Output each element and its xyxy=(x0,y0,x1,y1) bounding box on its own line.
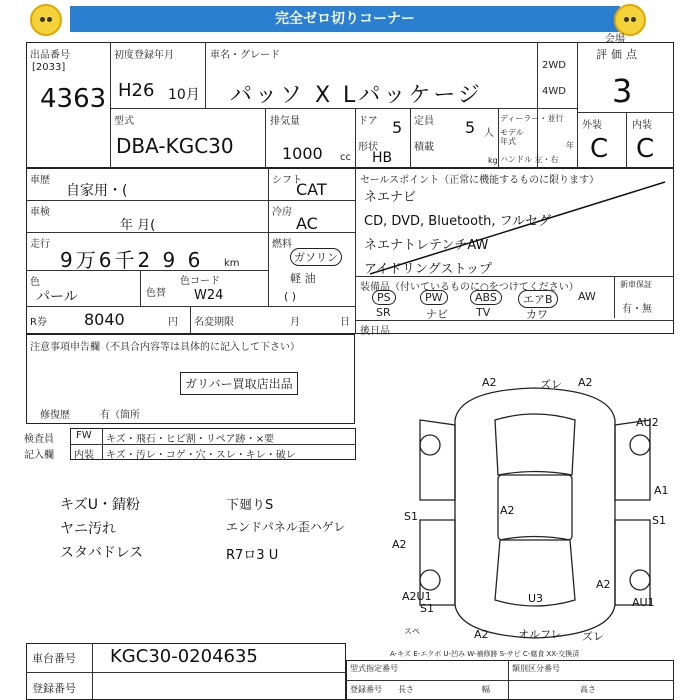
damage-mark: AU2 xyxy=(636,416,659,429)
rear-label: 後日品 xyxy=(360,326,390,337)
new-car-value: 有・無 xyxy=(622,304,652,315)
damage-mark: A1 xyxy=(654,484,669,497)
regdeadline-day: 日 xyxy=(340,317,350,328)
regdeadline-label: 名変期限 xyxy=(194,317,234,328)
int-items: キズ・汚レ・コゲ・穴・スレ・キレ・破レ xyxy=(106,450,296,461)
damage-mark: ズレ xyxy=(582,630,604,643)
equip-grid xyxy=(366,290,616,320)
damage-mark: U3 xyxy=(528,592,544,605)
sales-item: ネエナトレテンチAW xyxy=(364,238,489,253)
stamp: ガリバー買取店出品 xyxy=(180,372,298,395)
damage-mark: A2 xyxy=(474,628,489,641)
damage-mark: A2 xyxy=(500,504,515,517)
equip-item: ABS xyxy=(470,290,502,305)
shift-value: CAT xyxy=(296,180,327,199)
ac-label: 冷房 xyxy=(272,207,292,218)
sales-item: アイドリングストップ xyxy=(364,262,493,277)
color-no-label: 色替 xyxy=(146,288,166,299)
drive-2wd: 2WD xyxy=(542,60,566,71)
car-diagram xyxy=(400,380,670,645)
recycle-value: 8040 xyxy=(84,310,125,329)
fw-label: FW xyxy=(76,430,92,441)
fuel-label: 燃料 xyxy=(272,239,292,250)
strike-line-icon xyxy=(360,180,670,276)
reg-year: H26 xyxy=(118,80,155,101)
damage-mark: S1 xyxy=(652,514,666,527)
length-label: 長さ xyxy=(398,685,414,694)
cap-value: 5 xyxy=(465,118,476,137)
color-code-label: 色コード xyxy=(180,276,220,287)
shape-label: 形状 xyxy=(358,142,378,153)
damage-mark: S1 xyxy=(420,602,434,615)
repair-label: 修復歴 xyxy=(40,410,70,421)
equip-item: PW xyxy=(420,290,448,305)
handle-label: ハンドル 左・右 xyxy=(500,155,559,164)
damage-mark: A2 xyxy=(596,578,611,591)
int-tag: 内装 xyxy=(74,450,94,461)
venue-label: 会場 xyxy=(605,34,625,45)
model-year-label: モデル年式 xyxy=(500,128,524,146)
damage-mark: A2 xyxy=(482,376,497,389)
regno-label: 登録番号 xyxy=(350,685,382,694)
type-cert-label: 型式指定番号 xyxy=(350,664,398,673)
note-right: 下廻りS xyxy=(226,498,274,513)
equip-item: ナビ xyxy=(426,308,448,321)
ext-value: C xyxy=(590,134,609,164)
name-value: パッソ X Lパッケージ xyxy=(230,83,483,108)
mileage-value: 9万6千2 9 6 xyxy=(60,248,204,272)
diagram-legend: A-キズ E-エクボ U-凹み W-補修跡 S-サビ C-腐食 XX-交換済 xyxy=(390,650,580,658)
fuel-gas: ガソリン xyxy=(290,248,342,266)
equip-label: 装備品（付いているものに○をつけてください） xyxy=(360,282,579,293)
disp-unit: cc xyxy=(340,152,351,163)
model-value: DBA-KGC30 xyxy=(116,134,234,158)
width-label: 幅 xyxy=(482,685,490,694)
sales-item: CD, DVD, Bluetooth, フルセグ xyxy=(364,214,552,229)
class-label: 類別区分番号 xyxy=(512,664,560,673)
disp-value: 1000 xyxy=(282,144,323,163)
cap-unit: 人 xyxy=(484,128,494,139)
kg-label: kg xyxy=(488,156,498,165)
int-value: C xyxy=(636,134,655,164)
chassis-label: 車台番号 xyxy=(32,652,76,665)
recycle-label: R券 xyxy=(30,317,47,328)
door-label: ドア xyxy=(358,116,378,127)
damage-mark: オルフレ xyxy=(518,628,562,641)
caution-label: 注意事項申告欄（不具合内容等は具体的に記入して下さい） xyxy=(30,342,300,353)
damage-mark: A2 xyxy=(578,376,593,389)
note-right: R7ロ3 U xyxy=(226,548,279,563)
new-car-label: 新車保証 xyxy=(620,280,652,289)
reg-month: 10月 xyxy=(168,87,200,103)
inspect-label: 車検 xyxy=(30,207,50,218)
equip-item: AW xyxy=(578,290,596,303)
usage-value: 自家用・( xyxy=(66,183,128,199)
note-left: スタバドレス xyxy=(60,545,144,561)
checker-label: 検査員 xyxy=(24,434,54,445)
door-value: 5 xyxy=(392,118,403,137)
color-label: 色 xyxy=(30,277,40,288)
sales-label: セールスポイント（正常に機能するものに限ります） xyxy=(360,175,600,186)
dealer-label: ディーラー・並行 xyxy=(500,114,564,123)
note-left: ヤニ汚れ xyxy=(60,521,116,537)
repair-value: 有（箇所 xyxy=(100,410,140,421)
height-label: 高さ xyxy=(580,685,596,694)
inspect-value: 年 月( xyxy=(120,218,156,233)
recycle-unit: 円 xyxy=(168,317,178,328)
fw-items: キズ・飛石・ヒビ割・リペア跡・×要 xyxy=(106,434,274,445)
damage-mark: AU1 xyxy=(632,596,655,609)
year-label: 年 xyxy=(566,141,574,150)
lot-number: 4363 xyxy=(40,84,107,114)
drive-4wd: 4WD xyxy=(542,86,566,97)
equip-item: エアB xyxy=(518,290,558,308)
score-value: 3 xyxy=(612,72,633,110)
reg-label: 初度登録年月 xyxy=(114,50,174,61)
color-value: パール xyxy=(36,289,78,305)
sales-item: ネエナビ xyxy=(364,190,417,205)
equip-item: カワ xyxy=(526,308,548,321)
cap-label: 定員 xyxy=(414,116,434,127)
disp-label: 排気量 xyxy=(270,116,300,127)
regdeadline-month: 月 xyxy=(290,317,300,328)
equip-item: SR xyxy=(376,306,391,319)
color-code-value: W24 xyxy=(194,288,224,303)
equip-item: TV xyxy=(476,306,491,319)
damage-mark: A2 xyxy=(392,538,407,551)
int-label: 内装 xyxy=(632,120,652,131)
header-bar xyxy=(0,0,700,45)
damage-mark: S1 xyxy=(404,510,418,523)
damage-mark: A2U1 xyxy=(402,590,432,603)
plate-label: 登録番号 xyxy=(32,682,76,695)
note-right: エンドパネル歪ハゲレ xyxy=(226,520,346,534)
writer-label: 記入欄 xyxy=(24,450,54,461)
chassis-value: KGC30-0204635 xyxy=(110,646,258,667)
usage-label: 車歴 xyxy=(30,175,50,186)
model-label: 型式 xyxy=(114,116,134,127)
damage-mark: スペ xyxy=(404,627,420,636)
shape-value: HB xyxy=(372,150,393,166)
fuel-diesel: 軽 油 xyxy=(290,272,316,285)
mileage-label: 走行 xyxy=(30,239,50,250)
load-label: 積載 xyxy=(414,142,434,153)
mascot-icon xyxy=(30,4,62,36)
ext-label: 外装 xyxy=(582,120,602,131)
km-label: km xyxy=(224,258,240,269)
equip-item: PS xyxy=(372,290,396,305)
shift-label: シフト xyxy=(272,175,302,186)
note-left: キズU・錆粉 xyxy=(60,497,140,513)
damage-mark: ズレ xyxy=(540,378,562,391)
name-label: 車名・グレード xyxy=(210,50,280,61)
lot-sub: [2033] xyxy=(32,62,66,73)
score-label: 評価点 xyxy=(596,48,641,61)
ac-value: AC xyxy=(296,214,318,233)
lot-label: 出品番号 xyxy=(30,50,70,61)
fuel-paren: ( ) xyxy=(284,290,297,303)
banner-title: 完全ゼロ切りコーナー xyxy=(70,6,620,32)
